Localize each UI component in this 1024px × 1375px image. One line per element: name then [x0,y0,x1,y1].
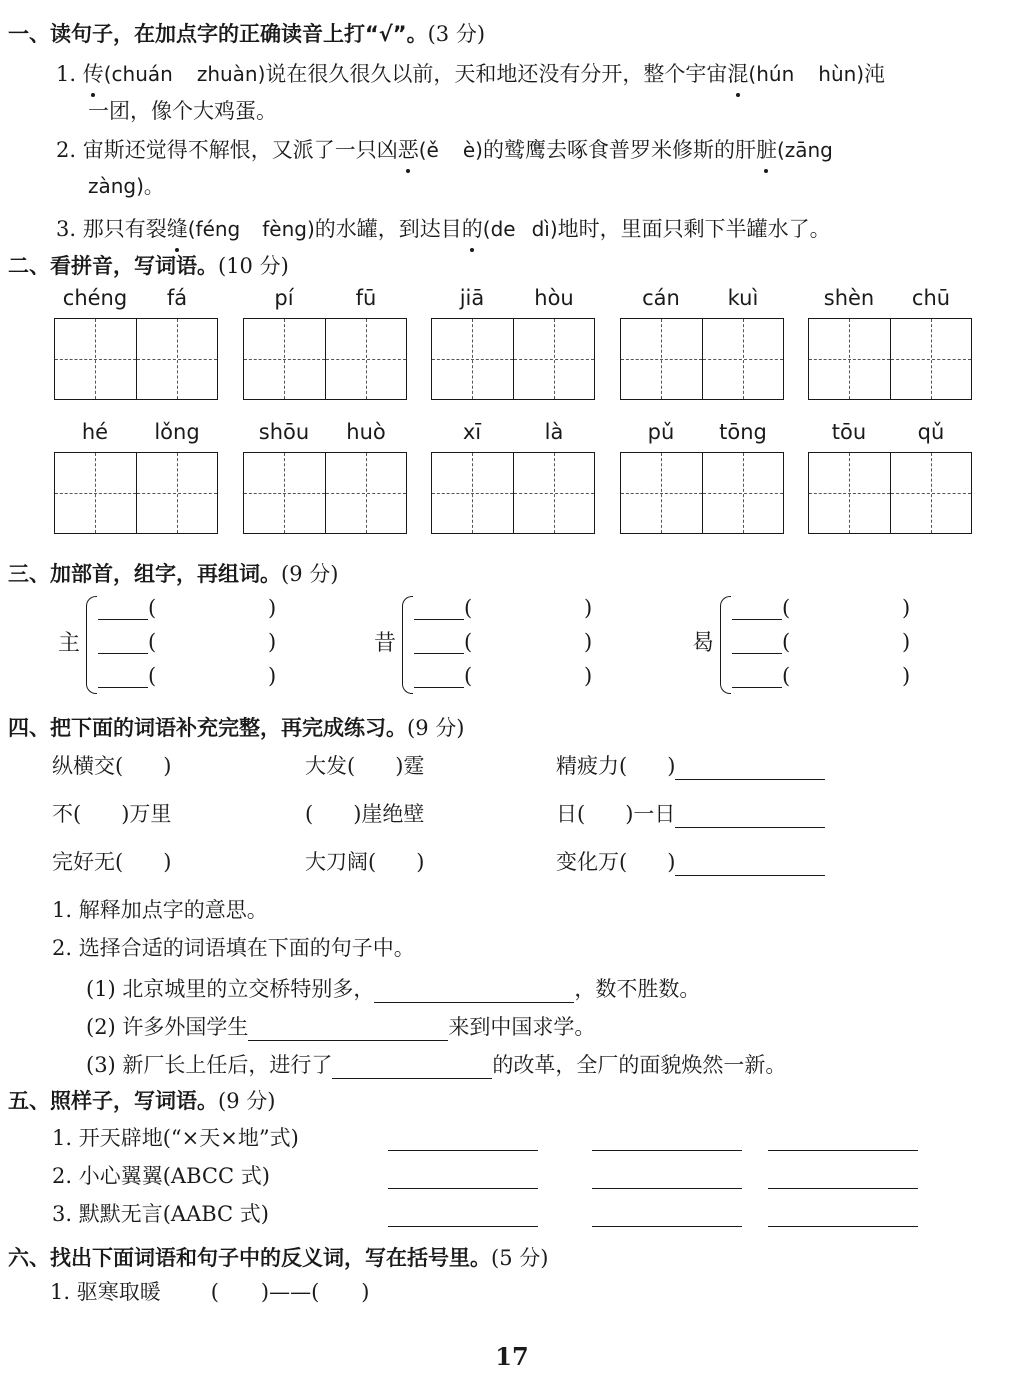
character-blank[interactable] [732,601,782,620]
section-4-question-1: 1. 解释加点字的意思。 [52,898,268,922]
tian-grid-cell[interactable] [55,319,136,399]
idiom-item[interactable] [556,750,825,780]
dotted-char: 混 [727,58,748,88]
idiom-text: 纵横交( [52,754,124,778]
base-character: 曷 [692,631,715,656]
pinyin-label [431,420,595,448]
tian-grid-cell[interactable] [621,319,702,399]
word-parenthesis-close: ) [902,664,911,688]
tian-grid-cell[interactable] [890,319,972,399]
pinyin-syllable: qǔ [917,420,945,444]
pinyin-syllable: pí [274,286,294,310]
word-box[interactable] [54,286,218,400]
pinyin-syllable: fū [355,286,377,310]
question-1-3 [56,213,831,243]
word-box[interactable] [620,420,784,534]
section-1-title [8,18,485,48]
pinyin-label [54,420,218,448]
tian-grid-cell[interactable] [325,319,407,399]
fill-sentence-2[interactable] [86,1011,595,1041]
pinyin-syllable: fá [166,286,188,310]
pinyin-syllable: xī [462,420,482,444]
section-points: (5 分) [491,1246,549,1270]
pinyin-label [620,286,784,314]
pinyin-syllable: shèn [823,286,875,310]
section-title-text: 二、看拼音，写词语。 [8,254,218,278]
word-parenthesis[interactable]: ( [782,596,791,620]
answer-blank[interactable] [675,759,825,780]
answer-blank[interactable] [768,1168,918,1189]
pattern-item: 2. 小心翼翼(ABCC 式) [52,1164,270,1188]
character-blank[interactable] [414,669,464,688]
tian-grid-cell[interactable] [244,319,325,399]
pinyin-syllable: pǔ [647,420,675,444]
antonym-question-1[interactable] [50,1276,370,1306]
tian-grid-cell[interactable] [621,453,702,533]
question-text: 1. 驱寒取暖 [50,1280,161,1304]
tian-grid[interactable] [431,452,595,534]
pinyin-syllable: hòu [534,286,574,310]
pinyin-label [54,286,218,314]
pinyin-label [431,286,595,314]
answer-blank[interactable] [332,1058,492,1079]
word-parenthesis[interactable]: ( [464,596,473,620]
radical-row[interactable] [732,596,910,620]
sentence-text: 地时，里面只剩下半罐水了。 [557,217,831,241]
dotted-char: 脏 [756,134,777,164]
pinyin-label [620,420,784,448]
word-parenthesis[interactable]: ( [148,596,157,620]
word-parenthesis-close: ) [902,630,911,654]
answer-blank[interactable] [768,1206,918,1227]
word-box[interactable] [54,420,218,534]
radical-row[interactable] [98,630,276,654]
tian-grid-cell[interactable] [55,453,136,533]
idiom-text: 变化万( [556,850,628,874]
tian-grid-cell[interactable] [513,319,595,399]
pinyin-label [808,286,972,314]
question-number: 3. [56,217,77,241]
idiom-text: ) [416,850,425,874]
pinyin-option: è) [462,138,483,162]
tian-grid[interactable] [808,318,972,400]
idiom-text: )崖绝壁 [353,802,425,826]
radical-row[interactable] [98,596,276,620]
idiom-item[interactable] [52,750,171,780]
sentence-text: 来到中国求学。 [448,1015,596,1039]
sentence-text: 那只有裂 [82,217,167,241]
dotted-char: 恶 [398,134,419,164]
question-1-1 [56,58,885,88]
section-3-title [8,558,338,588]
pinyin-label [808,420,972,448]
sentence-text: 的鹫鹰去啄食普罗米修斯的肝 [482,138,756,162]
section-title-text: 四、把下面的词语补充完整，再完成练习。 [8,716,407,740]
sentence-text: (2) 许多外国学生 [86,1015,249,1039]
section-title-text: 五、照样子，写词语。 [8,1089,218,1113]
word-parenthesis[interactable]: ( [464,630,473,654]
pinyin-option: dì) [531,217,558,241]
idiom-item[interactable] [556,846,825,876]
pattern-item: 3. 默默无言(AABC 式) [52,1202,269,1226]
sentence-text: 沌 [864,62,886,86]
sentence-text: 的水罐，到达目 [314,217,462,241]
word-parenthesis-close: ) [268,664,277,688]
pinyin-syllable: là [544,420,564,444]
tian-grid-cell[interactable] [432,319,513,399]
radical-row[interactable] [414,664,592,688]
idiom-text: 日( [556,802,586,826]
word-parenthesis[interactable]: ( [782,630,791,654]
tian-grid-cell[interactable] [809,319,890,399]
idiom-text: 大发( [305,754,356,778]
tian-grid-cell[interactable] [325,453,407,533]
pinyin-syllable: tōu [831,420,867,444]
sentence-text: 宙斯还觉得不解恨，又派了一只凶 [82,138,398,162]
character-blank[interactable] [732,669,782,688]
tian-grid[interactable] [54,452,218,534]
brace [402,596,413,694]
brace [720,596,731,694]
dotted-char: 缝 [167,213,188,243]
word-parenthesis-close: ) [584,596,593,620]
section-4-title [8,712,464,742]
idiom-text: )一日 [625,802,676,826]
word-parenthesis-close: ) [268,596,277,620]
idiom-text: ) [667,850,676,874]
section-5-title [8,1085,275,1115]
tian-grid-cell[interactable] [513,453,595,533]
word-parenthesis-close: ) [268,630,277,654]
pinyin-label [243,420,407,448]
answer-blank[interactable] [248,1020,448,1041]
fill-sentence-3[interactable] [86,1049,786,1079]
pinyin-syllable: hé [81,420,109,444]
radical-row[interactable] [732,664,910,688]
word-parenthesis-close: ) [902,596,911,620]
answer-blank[interactable] [675,807,825,828]
tian-grid[interactable] [620,318,784,400]
radical-row[interactable] [732,630,910,654]
question-1-2 [56,134,833,164]
pinyin-syllable: cán [642,286,680,310]
radical-group [692,596,932,696]
sentence-text: (1) 北京城里的立交桥特别多， [86,977,375,1001]
sentence-text: 的改革，全厂的面貌焕然一新。 [492,1053,787,1077]
tian-grid-cell[interactable] [244,453,325,533]
pattern-item: 1. 开天辟地(“×天×地”式) [52,1126,299,1150]
character-blank[interactable] [732,635,782,654]
base-character: 主 [58,631,81,656]
answer-blank[interactable] [675,855,825,876]
section-points: (9 分) [281,562,339,586]
idiom-item[interactable] [556,798,825,828]
radical-row[interactable] [98,664,276,688]
character-blank[interactable] [98,635,148,654]
section-title-text: 六、找出下面词语和句子中的反义词，写在括号里。 [8,1246,491,1270]
sentence-text: ，数不胜数。 [574,977,701,1001]
section-title-text: 一、读句子，在加点字的正确读音上打“√”。 [8,22,428,46]
pinyin-option: (ě [418,138,439,162]
idiom-text: ) [667,754,676,778]
fill-sentence-1[interactable] [86,973,700,1003]
idiom-text: ) [163,754,172,778]
antonym-answer-blanks[interactable]: ( )——( ) [210,1280,370,1304]
brace [86,596,97,694]
section-2-title [8,250,289,280]
idiom-text: ) [163,850,172,874]
base-character: 昔 [374,631,397,656]
pinyin-option: hùn) [818,62,865,86]
pinyin-syllable: chéng [62,286,128,310]
word-parenthesis[interactable]: ( [148,664,157,688]
tian-grid[interactable] [243,318,407,400]
tian-grid-cell[interactable] [432,453,513,533]
idiom-text: 大刀阔( [305,850,377,874]
character-blank[interactable] [98,601,148,620]
radical-row[interactable] [414,596,592,620]
tian-grid[interactable] [54,318,218,400]
sentence-text: (3) 新厂长上任后，进行了 [86,1053,333,1077]
dotted-char: 的 [462,213,483,243]
section-4-question-2: 2. 选择合适的词语填在下面的句子中。 [52,936,415,960]
question-number: 1. [56,62,77,86]
character-blank[interactable] [414,601,464,620]
word-box[interactable] [620,286,784,400]
section-6-title [8,1242,548,1272]
pinyin-syllable: tōng [719,420,767,444]
answer-blank[interactable] [388,1206,538,1227]
tian-grid-cell[interactable] [809,453,890,533]
answer-blank[interactable] [388,1168,538,1189]
word-box[interactable] [808,420,972,534]
question-1-1-line2: 一团，像个大鸡蛋。 [88,99,277,123]
word-box[interactable] [243,420,407,534]
tian-grid-cell[interactable] [136,453,218,533]
pinyin-syllable: jiā [459,286,485,310]
page-number: 17 [495,1342,529,1371]
word-parenthesis-close: ) [584,630,593,654]
section-points: (3 分) [427,22,486,46]
idiom-text: )万里 [121,802,172,826]
tian-grid[interactable] [808,452,972,534]
idiom-item[interactable] [305,750,424,780]
pinyin-option: (de [482,217,516,241]
idiom-item[interactable] [52,846,171,876]
word-parenthesis[interactable]: ( [782,664,791,688]
pinyin-syllable: kuì [727,286,759,310]
pinyin-option: zhuàn) [196,62,266,86]
radical-group [374,596,614,696]
section-points: (10 分) [218,254,289,278]
radical-group [58,596,298,696]
pinyin-option: (zāng [776,138,833,162]
word-box[interactable] [808,286,972,400]
answer-blank[interactable] [374,982,574,1003]
word-parenthesis[interactable]: ( [148,630,157,654]
tian-grid[interactable] [431,318,595,400]
idiom-text: 完好无( [52,850,124,874]
section-points: (9 分) [407,716,465,740]
answer-blank[interactable] [592,1168,742,1189]
answer-blank[interactable] [388,1130,538,1151]
pinyin-syllable: chū [911,286,951,310]
question-1-2-line2: zàng)。 [88,174,164,198]
sentence-text: 说在很久很久以前，天和地还没有分开，整个宇宙 [265,62,728,86]
pinyin-syllable: shōu [258,420,310,444]
section-title-text: 三、加部首，组字，再组词。 [8,562,281,586]
idiom-text: ( [305,802,314,826]
pinyin-option: (chuán [103,62,173,86]
section-points: (9 分) [218,1089,276,1113]
pinyin-label [243,286,407,314]
character-blank[interactable] [98,669,148,688]
pinyin-syllable: huò [346,420,386,444]
tian-grid[interactable] [243,452,407,534]
pinyin-option: (hún [748,62,795,86]
word-parenthesis[interactable]: ( [464,664,473,688]
radical-row[interactable] [414,630,592,654]
word-box[interactable] [431,286,595,400]
idiom-item[interactable] [305,798,424,828]
answer-blank[interactable] [592,1206,742,1227]
tian-grid-cell[interactable] [702,453,784,533]
tian-grid-cell[interactable] [890,453,972,533]
tian-grid-cell[interactable] [136,319,218,399]
pinyin-option: fèng) [262,217,315,241]
answer-blank[interactable] [768,1130,918,1151]
pinyin-option: (féng [187,217,241,241]
question-number: 2. [56,138,77,162]
word-parenthesis-close: ) [584,664,593,688]
idiom-item[interactable] [305,846,424,876]
dotted-char: 传 [83,58,104,88]
idiom-text: )霆 [395,754,425,778]
character-blank[interactable] [414,635,464,654]
tian-grid[interactable] [620,452,784,534]
answer-blank[interactable] [592,1130,742,1151]
word-box[interactable] [431,420,595,534]
pinyin-syllable: lǒng [154,420,200,444]
idiom-text: 不( [52,802,82,826]
tian-grid-cell[interactable] [702,319,784,399]
word-box[interactable] [243,286,407,400]
idiom-text: 精疲力( [556,754,628,778]
idiom-item[interactable] [52,798,171,828]
